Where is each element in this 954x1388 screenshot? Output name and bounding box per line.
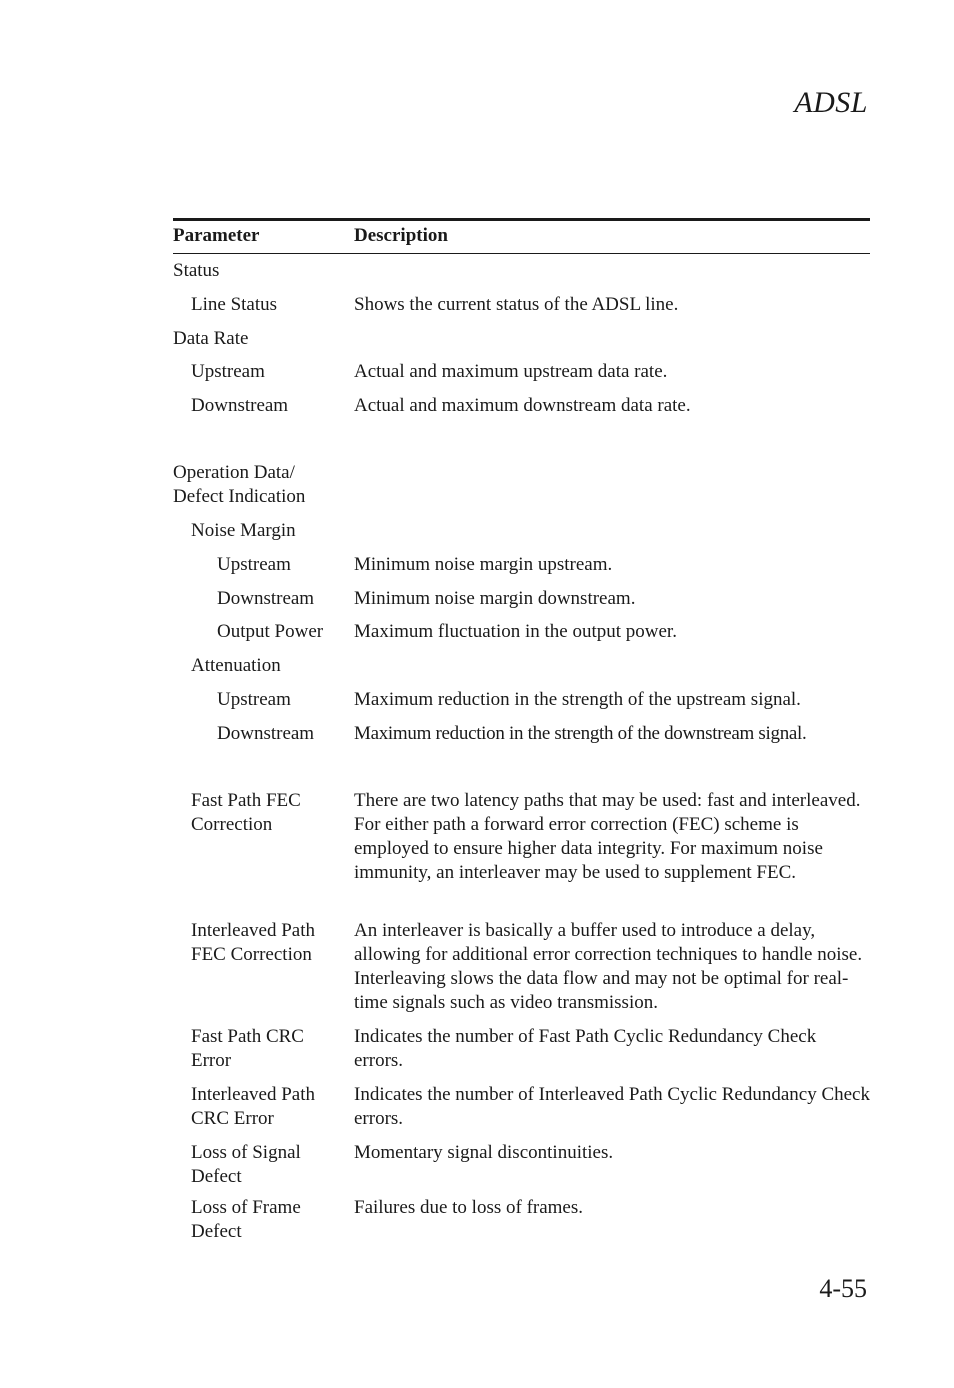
param-cell: Interleaved Path FEC Correction bbox=[191, 920, 315, 965]
param-cell: Interleaved Path CRC Error bbox=[191, 1084, 315, 1129]
desc-cell: Failures due to loss of frames. bbox=[354, 1197, 584, 1218]
table-header-row bbox=[173, 221, 870, 254]
param-cell: Downstream bbox=[191, 395, 289, 416]
param-cell: Upstream bbox=[217, 689, 291, 710]
param-cell: Downstream bbox=[217, 723, 315, 744]
column-header-parameter: Parameter bbox=[173, 225, 260, 246]
param-cell: Status bbox=[173, 260, 220, 281]
page-number: 4-55 bbox=[819, 1274, 867, 1303]
param-cell: Noise Margin bbox=[191, 520, 296, 541]
parameter-table bbox=[173, 218, 870, 1242]
desc-cell: Minimum noise margin downstream. bbox=[354, 588, 636, 609]
desc-cell: Maximum fluctuation in the output power. bbox=[354, 621, 677, 642]
desc-cell: Minimum noise margin upstream. bbox=[354, 554, 613, 575]
desc-cell: There are two latency paths that may be used: fast and interleaved. For either path a forward error correction (FEC) scheme is employed to ensure higher data integrity. For maximum noise immunity, an interleaver may be used to supplement FEC. bbox=[354, 790, 861, 883]
param-cell: Fast Path CRC Error bbox=[191, 1026, 304, 1071]
param-cell: Upstream bbox=[217, 554, 291, 575]
desc-cell: Maximum reduction in the strength of the downstream signal. bbox=[354, 723, 807, 744]
running-header-title: ADSL bbox=[794, 86, 868, 119]
desc-cell: Actual and maximum downstream data rate. bbox=[354, 395, 691, 416]
param-cell: Line Status bbox=[191, 294, 278, 315]
desc-cell: Indicates the number of Fast Path Cyclic Redundancy Check errors. bbox=[354, 1026, 817, 1071]
param-cell: Loss of Frame Defect bbox=[191, 1197, 301, 1242]
param-cell: Fast Path FEC Correction bbox=[191, 790, 301, 835]
param-cell: Upstream bbox=[191, 361, 265, 382]
param-cell: Loss of Signal Defect bbox=[191, 1142, 301, 1187]
param-cell: Data Rate bbox=[173, 328, 249, 349]
desc-cell: An interleaver is basically a buffer used to introduce a delay, allowing for additional error correction techniques to handle noise. Interleaving slows the data flow and may not be optimal for real-time signals such as video transmission. bbox=[354, 920, 863, 1013]
desc-cell: Indicates the number of Interleaved Path Cyclic Redundancy Check errors. bbox=[354, 1084, 870, 1129]
column-header-description: Description bbox=[354, 225, 448, 246]
param-cell: Operation Data/ Defect Indication bbox=[173, 462, 306, 507]
desc-cell: Actual and maximum upstream data rate. bbox=[354, 361, 668, 382]
desc-cell: Shows the current status of the ADSL line. bbox=[354, 294, 679, 315]
desc-cell: Momentary signal discontinuities. bbox=[354, 1142, 614, 1163]
desc-cell: Maximum reduction in the strength of the upstream signal. bbox=[354, 689, 801, 710]
param-cell: Output Power bbox=[217, 621, 324, 642]
param-cell: Attenuation bbox=[191, 655, 281, 676]
param-cell: Downstream bbox=[217, 588, 315, 609]
